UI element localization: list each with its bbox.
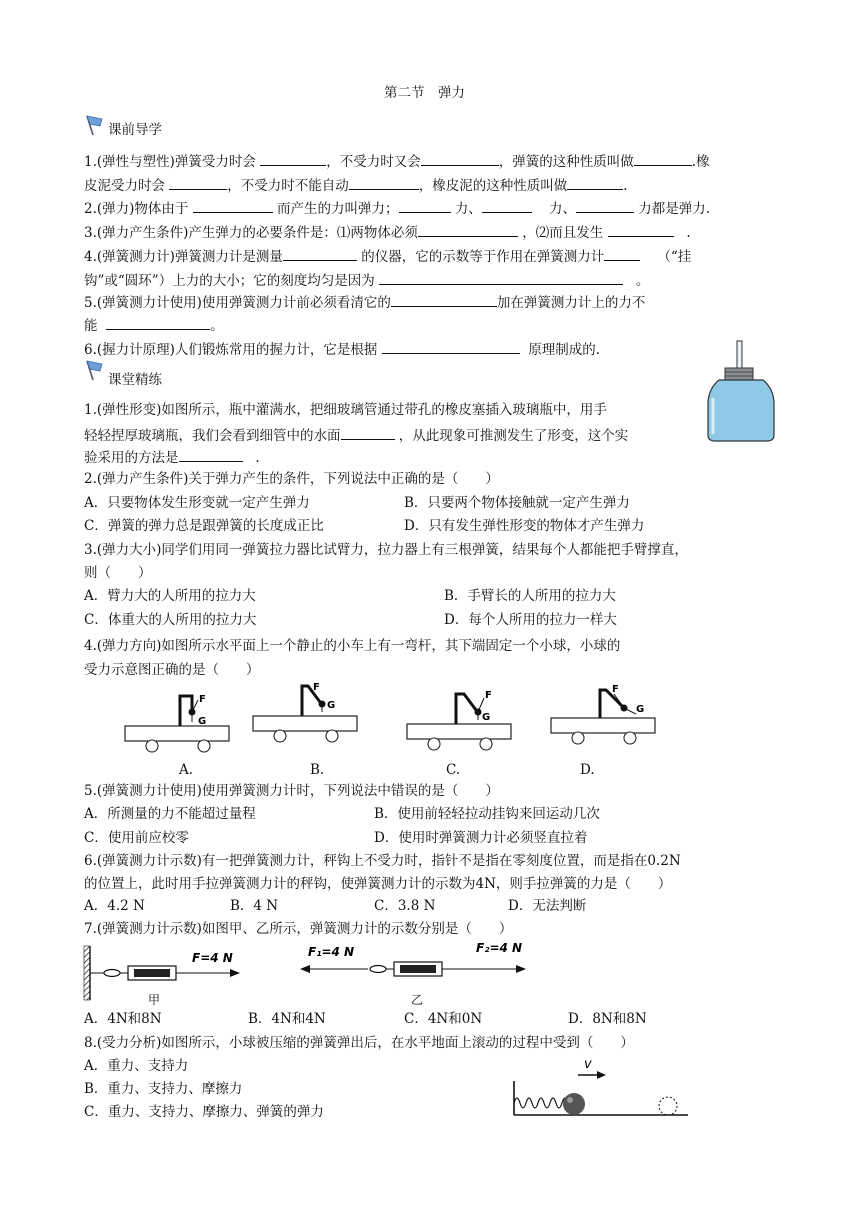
q5-option-a: A．所测量的力不能超过量程 (84, 806, 256, 822)
svg-text:G: G (636, 704, 645, 715)
q4-label-b: B. (310, 762, 325, 778)
pre-q6: 6.(握力计原理)人们锻炼常用的握力计，它是根据 原理制成的. (84, 339, 600, 359)
q2-option-a: A．只要物体发生形变就一定产生弹力 (84, 495, 310, 511)
svg-text:F=4 N: F=4 N (192, 951, 233, 965)
pre-q1-line2: 皮泥受力时会 ，不受力时不能自动 ，橡皮泥的这种性质叫做 . (84, 175, 628, 195)
q7-label-yi: 乙 (411, 993, 424, 1007)
pre-q3: 3.(弹力产生条件)产生弹力的必要条件是：⑴两物体必须 ，⑵而且发生 . (84, 222, 691, 242)
q7-option-b: B．4N和4N (248, 1011, 326, 1027)
svg-text:G: G (482, 712, 491, 723)
page-title: 第二节 弹力 (384, 85, 465, 101)
section-heading-practice: 课堂精练 (108, 372, 162, 388)
cart-figure-b (250, 678, 362, 748)
q7-label-jia: 甲 (148, 993, 161, 1007)
q5-option-b: B．使用前轻轻拉动挂钩来回运动几次 (374, 806, 600, 822)
q5-option-c: C．使用前应校零 (84, 830, 189, 846)
q7-stem: 7.(弹簧测力计示数)如图甲、乙所示，弹簧测力计的示数分别是（ ） (84, 921, 513, 937)
svg-text:F: F (313, 682, 320, 693)
q3-option-a: A．臂力大的人所用的拉力大 (84, 588, 256, 604)
flag-icon (84, 359, 106, 381)
q8-option-c: C．重力、支持力、摩擦力、弹簧的弹力 (84, 1104, 324, 1120)
q6-option-c: C．3.8 N (374, 898, 436, 914)
spring-ball-figure (508, 1055, 694, 1119)
q3-option-c: C．体重大的人所用的拉力大 (84, 612, 257, 628)
q4-stem: 4.(弹力方向)如图所示水平面上一个静止的小车上有一弯杆，其下端固定一个小球，小球的 (84, 638, 621, 654)
svg-text:F₁=4 N: F₁=4 N (308, 945, 355, 959)
q5-stem: 5.(弹簧测力计使用)使用弹簧测力计时，下列说法中错误的是（ ） (84, 783, 499, 799)
q4-label-d: D. (580, 762, 595, 778)
q1-line2: 轻轻捏厚玻璃瓶，我们会看到细管中的水面 ，从此现象可推测发生了形变，这个实 (84, 425, 628, 445)
svg-text:F: F (612, 684, 619, 695)
q6-option-b: B．4 N (230, 898, 279, 914)
q5-option-d: D．使用时弹簧测力计必须竖直拉着 (374, 830, 588, 846)
q4-label-a: A. (179, 762, 194, 778)
q3-option-b: B．手臂长的人所用的拉力大 (444, 588, 616, 604)
q2-stem: 2.(弹力产生条件)关于弹力产生的条件，下列说法中正确的是（ ） (84, 471, 499, 487)
q2-option-b: B．只要两个物体接触就一定产生弹力 (404, 495, 630, 511)
cart-figure-a (122, 688, 234, 754)
pre-q1-line1: 1.(弹性与塑性)弹簧受力时会 ，不受力时又会 ，弹簧的这种性质叫做 .橡 (84, 151, 710, 171)
q4-label-c: C. (446, 762, 461, 778)
pre-q5-line1: 5.(弹簧测力计使用)使用弹簧测力计前必须看清它的 加在弹簧测力计上的力不 (84, 292, 645, 312)
svg-text:F: F (199, 694, 206, 705)
q6-option-d: D．无法判断 (508, 898, 587, 914)
q2-option-c: C．弹簧的弹力总是跟弹簧的长度成正比 (84, 518, 324, 534)
svg-text:v: v (584, 1057, 592, 1072)
q1-line1: 1.(弹性形变)如图所示，瓶中灌满水，把细玻璃管通过带孔的橡皮塞插入玻璃瓶中，用手 (84, 402, 607, 418)
q3-option-d: D．每个人所用的拉力一样大 (444, 612, 617, 628)
svg-text:G: G (198, 716, 207, 727)
flag-icon (84, 114, 106, 136)
svg-text:F₂=4 N: F₂=4 N (476, 941, 523, 955)
q3-stem2: 则（ ） (84, 565, 152, 581)
q1-line3: 验采用的方法是 . (84, 447, 260, 467)
q3-stem: 3.(弹力大小)同学们用同一弹簧拉力器比试臂力，拉力器上有三根弹簧，结果每个人都能把手臂撑直， (84, 542, 688, 558)
svg-text:F: F (485, 690, 492, 701)
q6-stem2: 的位置上，此时用手拉弹簧测力计的秤钩，使弹簧测力计的示数为4N，则手拉弹簧的力是（ ） (84, 876, 672, 892)
q4-stem2: 受力示意图正确的是（ ） (84, 662, 260, 678)
q7-option-a: A．4N和8N (84, 1011, 162, 1027)
pre-q5-line2: 能 。 (84, 315, 224, 335)
q6-stem: 6.(弹簧测力计示数)有一把弹簧测力计，秤钩上不受力时，指针不是指在零刻度位置，而是指在0.2N (84, 853, 681, 869)
q8-stem: 8.(受力分析)如图所示，小球被压缩的弹簧弹出后，在水平地面上滚动的过程中受到（ ） (84, 1035, 634, 1051)
cart-figure-c (404, 684, 516, 754)
q7-option-c: C．4N和0N (404, 1011, 483, 1027)
water-bottle-figure (703, 340, 783, 445)
q6-option-a: A．4.2 N (84, 898, 145, 914)
pre-q4-line1: 4.(弹簧测力计)弹簧测力计是测量 的仪器，它的示数等于作用在弹簧测力计 （“挂 (84, 246, 691, 266)
section-heading-preview: 课前导学 (108, 122, 162, 138)
cart-figure-d (548, 680, 660, 750)
spring-scale-figure-jia (82, 942, 242, 1008)
q8-option-a: A．重力、支持力 (84, 1058, 189, 1074)
svg-text:G: G (327, 700, 336, 711)
pre-q4-line2: 钩”或“圆环”）上力的大小；它的刻度均匀是因为 。 (84, 270, 649, 290)
pre-q2: 2.(弹力)物体由于 而产生的力叫弹力； 力、 力、 力都是弹力. (84, 198, 710, 218)
q7-option-d: D．8N和8N (568, 1011, 647, 1027)
q8-option-b: B．重力、支持力、摩擦力 (84, 1081, 243, 1097)
q2-option-d: D．只有发生弹性形变的物体才产生弹力 (404, 518, 645, 534)
spring-scale-figure-yi (298, 936, 528, 994)
